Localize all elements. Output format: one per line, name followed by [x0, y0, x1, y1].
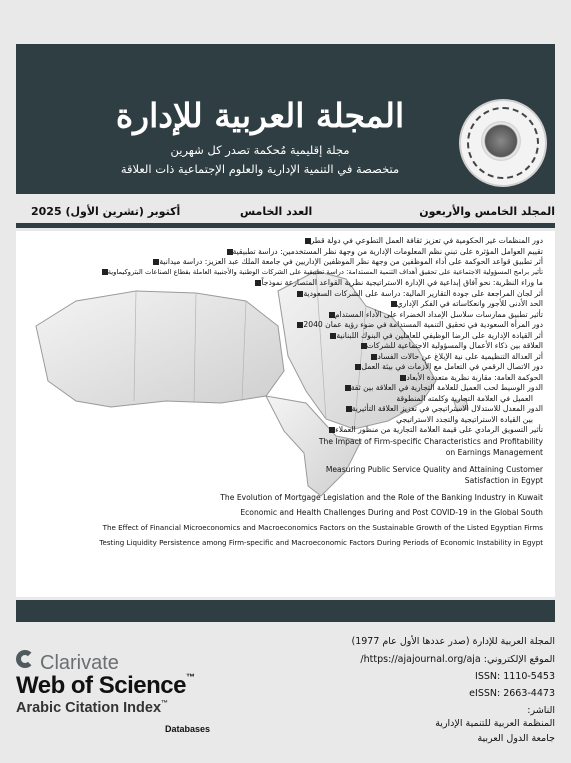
- website-line: الموقع الإلكتروني: https://ajajournal.org/aja/: [360, 654, 555, 665]
- journal-subtitle-1: مجلة إقليمية مُحكمة تصدر كل شهرين: [170, 143, 350, 157]
- toc-item-ar: أثر لجان المراجعة على جودة التقارير المالية: دراسة على الشركات السعودية: [293, 289, 543, 298]
- arab-league-name: جامعة الدول العربية: [477, 733, 555, 744]
- toc-item-ar: تأثير التسويق الرمادي على قيمة العلامة التجارية من منظور العملاء: [325, 425, 543, 434]
- journal-founded-note: المجلة العربية للإدارة (صدر عددها الأول عام 1977): [351, 636, 555, 647]
- toc-item-ar: العلاقة بين ذكاء الأعمال والمسؤولية الاجتماعية للشركات: [357, 341, 543, 350]
- toc-item-ar-continued: بين القيادة الاستراتيجية والتجدد الاستراتيجي: [396, 414, 533, 424]
- arabic-citation-index: Arabic Citation Index™: [16, 700, 169, 716]
- emblem-globe-icon: [481, 121, 521, 161]
- website-link[interactable]: https://ajajournal.org/aja/: [360, 654, 481, 665]
- toc-item-en: Measuring Public Service Quality and Attaining Customer: [325, 465, 543, 474]
- issue-date: أكتوبر (تشرين الأول) 2025: [31, 205, 181, 218]
- top-rule: [16, 223, 555, 228]
- toc-item-ar-continued: العميل في العلامة التجارية وكلمته المنطوقة: [396, 393, 533, 403]
- toc-item-en: Testing Liquidity Persistence among Firm-specific and Macroeconomic Factors During Periods of Economic Instability in Egypt: [99, 538, 543, 547]
- issue-number: العدد الخامس: [240, 205, 313, 218]
- toc-item-en-continued: on Earnings Management: [445, 448, 543, 457]
- arab-league-emblem: [459, 99, 547, 187]
- clarivate-logo-icon: [16, 650, 34, 668]
- issn-print: ISSN: 1110-5453: [475, 671, 555, 682]
- toc-item-en: The Effect of Financial Microeconomics and Macroeconomics Factors on the Sustainable Growth of the Listed Egyptian Firms: [102, 523, 543, 532]
- journal-subtitle-2: متخصصة في التنمية الإدارية والعلوم الإجتماعية ذات العلاقة: [120, 162, 400, 176]
- toc-item-ar: أثر القيادة الإدارية على الرضا الوظيفي للعاملين في البنوك اللبنانية: [326, 331, 543, 340]
- toc-item-ar: تأثير برامج المسؤولية الاجتماعية على تحقيق أهداف التنمية المستدامة: دراسة تطبيقية على الشركات الوطنية والأجنبية العاملة بقطاع الصناعات البتروكيماوية: [98, 268, 543, 276]
- toc-item-ar: أثر العدالة التنظيمية على نية الإبلاغ عن حالات الفساد: [367, 352, 543, 361]
- toc-item-ar: تأثير تطبيق ممارسات سلاسل الإمداد الخضراء على الأداء المستدام: [325, 310, 543, 319]
- issue-volume: المجلد الخامس والأربعون: [419, 205, 555, 218]
- toc-item-en: Economic and Health Challenges During and Post COVID-19 in the Global South: [240, 508, 543, 517]
- bottom-band: [16, 600, 555, 622]
- issn-electronic: eISSN: 2663-4473: [469, 688, 555, 699]
- toc-item-ar: الدور الوسيط لحب العميل للعلامة التجارية في العلاقة بين ثقة: [341, 383, 543, 392]
- databases-label: Databases: [165, 724, 211, 734]
- toc-item-ar: الحد الأدنى للأجور وانعكاساته في الفكر الإداري: [387, 299, 543, 308]
- toc-item-en-continued: Satisfaction in Egypt: [464, 476, 543, 485]
- toc-item-ar: تقييم العوامل المؤثرة على تبني نظم المعلومات الإدارية من وجهة نظر المستخدمين: دراسة تطبيقية: [223, 247, 543, 256]
- web-of-science-title: Web of Science™: [16, 672, 195, 699]
- toc-item-ar: دور المنظمات غير الحكومية في تعزيز ثقافة العمل التطوعي في دولة قطر: [301, 236, 543, 245]
- toc-item-ar: الدور المعدل للاستدلال الاستراتيجي في تعزيز العلاقة التأثيرية: [342, 404, 543, 413]
- toc-item-ar: ما وراء النظرية: نحو آفاق إبداعية في الإدارة الاستراتيجية نظرية القواعد المتصارعة نموذجاً: [251, 278, 543, 287]
- contents-panel: [16, 231, 555, 597]
- toc-item-ar: دور المرأة السعودية في تحقيق التنمية المستدامة في ضوء رؤية عمان 2040: [293, 320, 543, 329]
- toc-item-ar: دور الاتصال الرقمي في التعامل مع الأزمات في بيئة العمل: [351, 362, 543, 371]
- clarivate-brand: Clarivate: [40, 652, 119, 674]
- publisher-name: المنظمة العربية للتنمية الإدارية: [435, 718, 555, 729]
- toc-item-ar: أثر تطبيق قواعد الحوكمة على أداء الموظفين من وجهة نظر الموظفين الإداريين في جامعة الملك عبد العزيز: دراسة ميدانية: [149, 257, 543, 266]
- toc-item-en: The Impact of Firm-specific Characteristics and Profitability: [318, 437, 543, 446]
- journal-title: المجلة العربية للإدارة: [115, 96, 405, 135]
- toc-item-ar: الحوكمة العامة: مقاربة نظرية متعددة الأبعاد: [396, 373, 543, 382]
- publisher-label: الناشر:: [527, 705, 555, 716]
- toc-item-en: The Evolution of Mortgage Legislation and the Role of the Banking Industry in Kuwait: [220, 493, 543, 502]
